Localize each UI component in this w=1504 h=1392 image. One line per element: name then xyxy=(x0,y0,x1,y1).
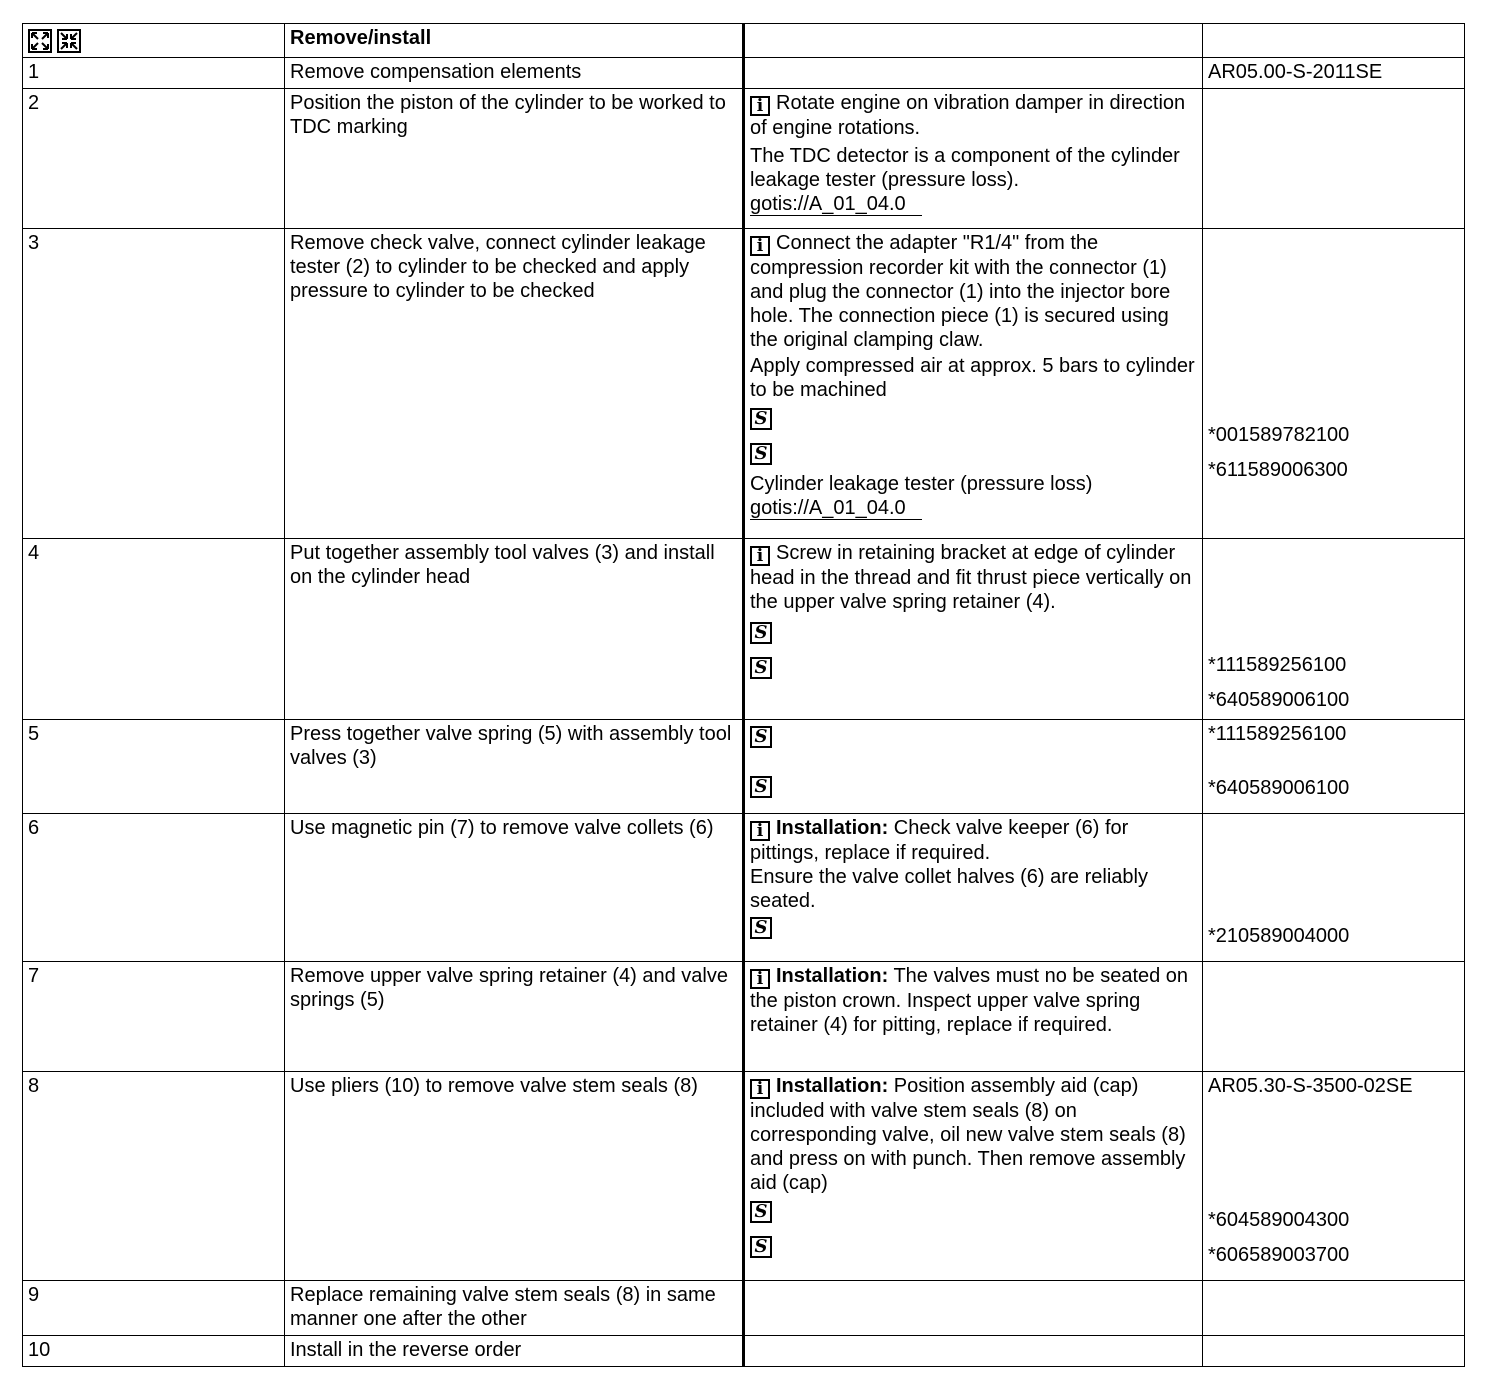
step-reference xyxy=(1203,1336,1465,1367)
step-number: 3 xyxy=(23,229,285,539)
table-row xyxy=(23,1072,1465,1281)
step-number: 4 xyxy=(23,539,285,720)
info-text: Position assembly aid (cap) included with valve stem seals (8) on corresponding valve, oil new valve stem seals (8) and press on with punch. Then remove assembly aid (cap) xyxy=(750,1075,1186,1194)
collapse-icon[interactable] xyxy=(57,29,81,53)
special-tool-icon[interactable]: S xyxy=(750,1236,772,1258)
special-tool-icon[interactable]: S xyxy=(750,443,772,465)
table-row xyxy=(23,962,1465,1072)
step-notes xyxy=(744,720,1203,814)
step-reference-link[interactable]: AR05.30-S-3500-02SE xyxy=(1208,1075,1413,1097)
step-reference xyxy=(1203,1281,1465,1336)
info-text: Cylinder leakage tester (pressure loss) xyxy=(750,473,1093,495)
table-row xyxy=(23,229,1465,539)
info-text: Screw in retaining bracket at edge of cylinder head in the thread and fit thrust piece vertically on the upper valve spring retainer (4). xyxy=(750,542,1192,613)
step-notes xyxy=(744,1336,1203,1367)
step-number: 5 xyxy=(23,720,285,814)
step-action: Remove upper valve spring retainer (4) and valve springs (5) xyxy=(285,962,744,1072)
table-row xyxy=(23,814,1465,962)
header-step-cell xyxy=(23,24,285,58)
info-icon: i xyxy=(750,821,770,841)
step-action: Remove check valve, connect cylinder leakage tester (2) to cylinder to be checked and apply pressure to cylinder to be checked xyxy=(285,229,744,539)
header-title: Remove/install xyxy=(285,24,744,58)
info-text: The valves must no be seated on the piston crown. Inspect upper valve spring retainer (4) for pitting, replace if required. xyxy=(750,965,1189,1036)
step-notes xyxy=(744,58,1203,89)
expand-icon[interactable] xyxy=(28,29,52,53)
info-icon: i xyxy=(750,546,770,566)
info-icon: i xyxy=(750,969,770,989)
tool-number[interactable]: *640589006100 xyxy=(1208,689,1350,711)
info-text: Ensure the valve collet halves (6) are reliably seated. xyxy=(750,866,1148,912)
step-notes xyxy=(744,814,1203,962)
step-notes xyxy=(744,89,1203,229)
installation-label: Installation: xyxy=(776,965,889,987)
gotis-link[interactable]: gotis://A_01_04.0 xyxy=(750,193,922,216)
special-tool-icon[interactable]: S xyxy=(750,726,772,748)
step-action: Replace remaining valve stem seals (8) in same manner one after the other xyxy=(285,1281,744,1336)
step-notes xyxy=(744,229,1203,539)
header-notes-cell xyxy=(744,24,1203,58)
special-tool-icon[interactable]: S xyxy=(750,776,772,798)
tool-number[interactable]: *640589006100 xyxy=(1208,777,1350,799)
step-reference xyxy=(1203,89,1465,229)
step-reference xyxy=(1203,539,1465,720)
step-number: 1 xyxy=(23,58,285,89)
tool-number[interactable]: *111589256100 xyxy=(1208,654,1347,676)
step-reference xyxy=(1203,962,1465,1072)
tool-number[interactable]: *111589256100 xyxy=(1208,723,1347,745)
step-reference xyxy=(1203,229,1465,539)
special-tool-icon[interactable]: S xyxy=(750,622,772,644)
table-row xyxy=(23,58,1465,89)
gotis-link[interactable]: gotis://A_01_04.0 xyxy=(750,497,922,520)
table-row xyxy=(23,720,1465,814)
procedure-table xyxy=(22,23,1465,1367)
special-tool-icon[interactable]: S xyxy=(750,657,772,679)
step-number: 6 xyxy=(23,814,285,962)
step-number: 10 xyxy=(23,1336,285,1367)
info-icon: i xyxy=(750,96,770,116)
step-action: Use pliers (10) to remove valve stem seals (8) xyxy=(285,1072,744,1281)
header-ref-cell xyxy=(1203,24,1465,58)
table-row xyxy=(23,1336,1465,1367)
step-action: Press together valve spring (5) with assembly tool valves (3) xyxy=(285,720,744,814)
step-action: Install in the reverse order xyxy=(285,1336,744,1367)
step-number: 2 xyxy=(23,89,285,229)
step-action: Use magnetic pin (7) to remove valve collets (6) xyxy=(285,814,744,962)
installation-label: Installation: xyxy=(776,1075,889,1097)
step-notes xyxy=(744,962,1203,1072)
table-row xyxy=(23,539,1465,720)
step-notes xyxy=(744,539,1203,720)
info-text: Check valve keeper (6) for pittings, replace if required. xyxy=(750,817,1129,864)
info-text: The TDC detector is a component of the cylinder leakage tester (pressure loss). xyxy=(750,145,1180,191)
step-action: Put together assembly tool valves (3) and install on the cylinder head xyxy=(285,539,744,720)
info-text: Rotate engine on vibration damper in direction of engine rotations. xyxy=(750,92,1186,139)
step-notes xyxy=(744,1072,1203,1281)
step-number: 8 xyxy=(23,1072,285,1281)
info-icon: i xyxy=(750,236,770,256)
info-text: Connect the adapter "R1/4" from the compression recorder kit with the connector (1) and plug the connector (1) into the injector bore hole. The connection piece (1) is secured using the original clamping claw. xyxy=(750,232,1171,351)
info-text: Apply compressed air at approx. 5 bars to cylinder to be machined xyxy=(750,355,1195,401)
step-action: Position the piston of the cylinder to be worked to TDC marking xyxy=(285,89,744,229)
special-tool-icon[interactable]: S xyxy=(750,1201,772,1223)
table-row xyxy=(23,1281,1465,1336)
info-icon: i xyxy=(750,1079,770,1099)
step-notes xyxy=(744,1281,1203,1336)
installation-label: Installation: xyxy=(776,817,889,839)
special-tool-icon[interactable]: S xyxy=(750,408,772,430)
table-row xyxy=(23,89,1465,229)
step-reference[interactable]: AR05.00-S-2011SE xyxy=(1203,58,1465,89)
step-reference xyxy=(1203,814,1465,962)
header-row xyxy=(23,24,1465,58)
tool-number[interactable]: *604589004300 xyxy=(1208,1209,1350,1231)
tool-number[interactable]: *606589003700 xyxy=(1208,1244,1350,1266)
tool-number[interactable]: *611589006300 xyxy=(1208,459,1348,481)
step-action: Remove compensation elements xyxy=(285,58,744,89)
tool-number[interactable]: *001589782100 xyxy=(1208,424,1350,446)
step-reference xyxy=(1203,720,1465,814)
step-number: 7 xyxy=(23,962,285,1072)
tool-number[interactable]: *210589004000 xyxy=(1208,925,1350,947)
step-reference xyxy=(1203,1072,1465,1281)
step-number: 9 xyxy=(23,1281,285,1336)
special-tool-icon[interactable]: S xyxy=(750,917,772,939)
